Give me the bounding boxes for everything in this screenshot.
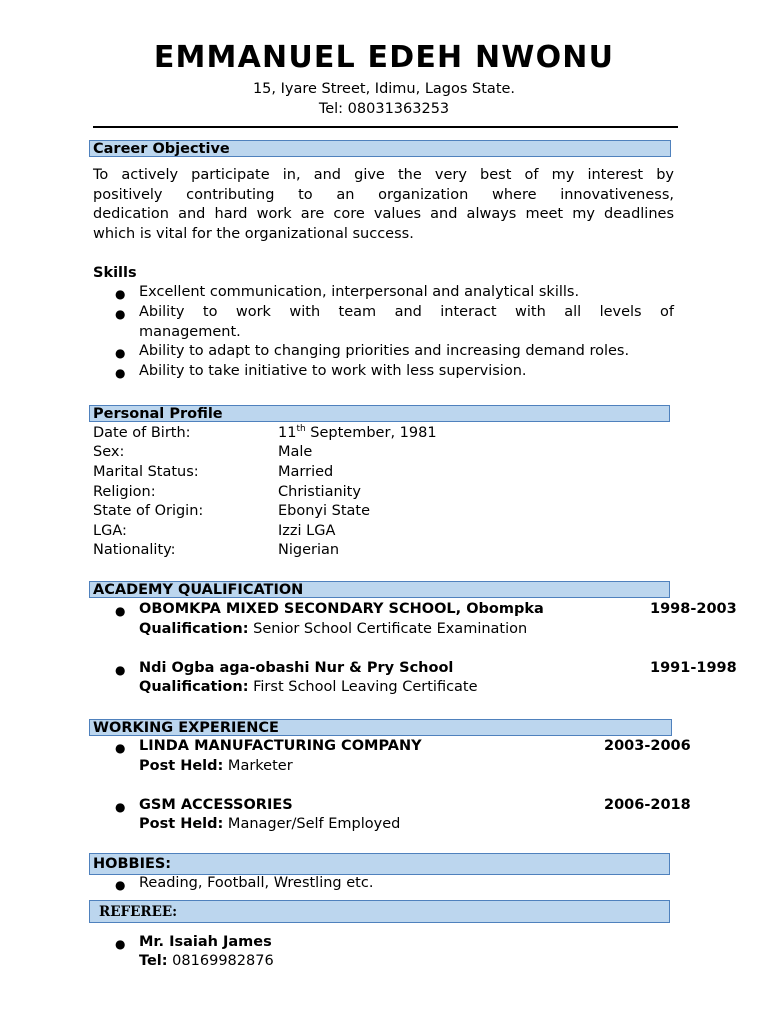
skill-item: Ability to adapt to changing priorities and increasing demand roles. [139,343,630,359]
hobbies-item: Reading, Football, Wrestling etc. [139,875,374,891]
referee-tel: Tel: 08169982876 [139,953,274,969]
bullet-icon: ● [115,366,126,380]
bullet-icon: ● [115,800,126,814]
profile-value: Male [278,444,313,460]
bullet-icon: ● [115,663,126,677]
career-objective-text [93,166,674,245]
applicant-name: EMMANUEL EDEH NWONU [153,40,615,75]
profile-label: Religion: [93,484,156,500]
section-academy-qualification: ACADEMY QUALIFICATION [89,581,670,598]
profile-value: Izzi LGA [278,523,336,539]
work-years: 2006-2018 [604,797,691,813]
profile-label: Marital Status: [93,464,199,480]
skill-item: Ability to work with team and interact with all levels of [139,304,674,320]
school-years: 1998-2003 [650,601,737,617]
company-name: LINDA MANUFACTURING COMPANY [139,738,422,754]
skill-item-continued: management. [139,324,241,340]
school-name: OBOMKPA MIXED SECONDARY SCHOOL, Obompka [139,601,544,617]
profile-label: LGA: [93,523,127,539]
qualification-line: Qualification: First School Leaving Certificate [139,679,478,695]
profile-label: Sex: [93,444,125,460]
career-line: To actively participate in, and give the very best of my interest by [93,167,674,183]
skill-item: Ability to take initiative to work with less supervision. [139,363,527,379]
profile-label: State of Origin: [93,503,204,519]
bullet-icon: ● [115,937,126,951]
profile-label: Nationality: [93,542,176,558]
bullet-icon: ● [115,604,126,618]
profile-label: Date of Birth: [93,425,191,441]
profile-value: Nigerian [278,542,340,558]
school-name: Ndi Ogba aga-obashi Nur & Pry School [139,660,454,676]
career-line: positively contributing to an organization where innovativeness, [93,186,674,203]
skills-heading: Skills [93,265,137,281]
company-name: GSM ACCESSORIES [139,797,293,813]
bullet-icon: ● [115,878,126,892]
career-line: dedication and hard work are core values and always meet my deadlines [93,206,674,223]
post-held-line: Post Held: Marketer [139,758,293,774]
bullet-icon: ● [115,741,126,755]
work-years: 2003-2006 [604,738,691,754]
bullet-icon: ● [115,346,126,360]
school-years: 1991-1998 [650,660,737,676]
section-referee: REFEREE: [89,900,670,923]
section-personal-profile: Personal Profile [89,405,670,422]
profile-value: Ebonyi State [278,503,371,519]
section-career-objective: Career Objective [89,140,671,157]
section-hobbies: HOBBIES: [89,853,670,875]
header-divider [93,126,678,128]
bullet-icon: ● [115,287,126,301]
section-working-experience: WORKING EXPERIENCE [89,719,672,736]
profile-value: 11th September, 1981 [278,424,437,441]
qualification-line: Qualification: Senior School Certificate Examination [139,621,528,637]
profile-value: Christianity [278,484,361,500]
profile-value: Married [278,464,334,480]
career-line: which is vital for the organizational success. [93,226,414,243]
bullet-icon: ● [115,307,126,321]
referee-name: Mr. Isaiah James [139,934,272,950]
address: 15, Iyare Street, Idimu, Lagos State. [252,81,516,97]
skill-item: Excellent communication, interpersonal and analytical skills. [139,284,580,300]
post-held-line: Post Held: Manager/Self Employed [139,816,401,832]
phone: Tel: 08031363253 [318,101,450,117]
